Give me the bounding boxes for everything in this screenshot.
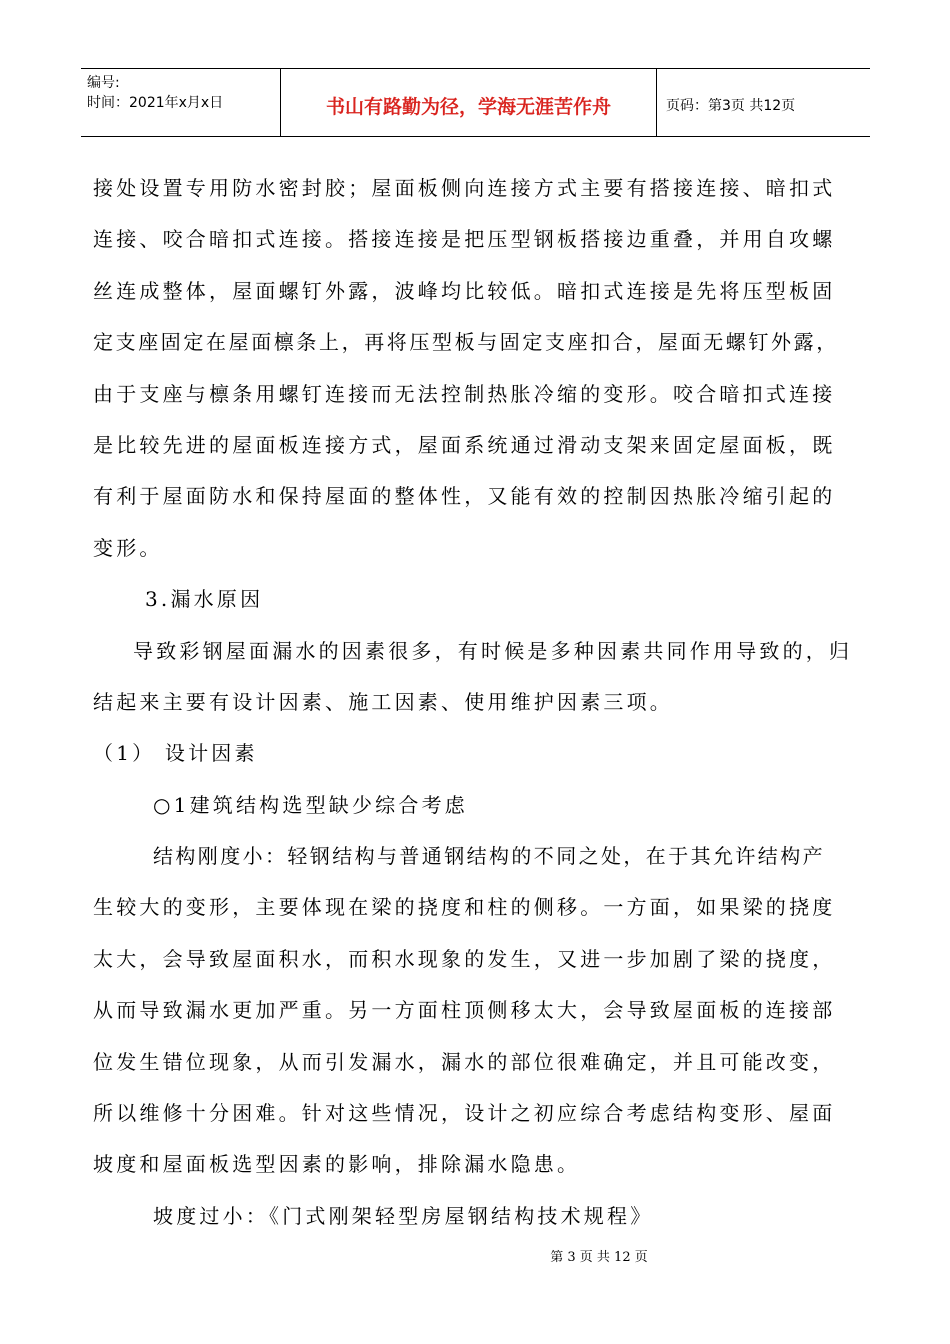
body-line: 导致彩钢屋面漏水的因素很多，有时候是多种因素共同作用导致的，归	[133, 638, 853, 663]
page-footer: 第 3 页 共 12 页	[550, 1250, 648, 1265]
document-body	[93, 163, 853, 1242]
body-line: 变形。	[93, 535, 163, 560]
date-label: 时间：2021年x月x日	[87, 95, 224, 111]
section-heading: 3.漏水原因	[145, 587, 264, 612]
body-line: 位发生错位现象，从而引发漏水，漏水的部位很难确定，并且可能改变，	[93, 1049, 836, 1074]
body-line: 所以维修十分困难。针对这些情况，设计之初应综合考虑结构变形、屋面	[93, 1101, 836, 1126]
header-meta-cell	[81, 69, 281, 136]
header-motto: 书山有路勤为径，学海无涯苦作舟	[281, 69, 657, 136]
body-line: 太大，会导致屋面积水，而积水现象的发生，又进一步加剧了梁的挠度，	[93, 946, 836, 971]
body-line: 坡度和屋面板选型因素的影响，排除漏水隐患。	[93, 1152, 581, 1177]
sub-item-heading: ○1建筑结构选型缺少综合考虑	[153, 792, 468, 817]
body-line: 是比较先进的屋面板连接方式，屋面系统通过滑动支架来固定屋面板，既	[93, 432, 836, 457]
body-line: 坡度过小：《门式刚架轻型房屋钢结构技术规程》	[153, 1203, 654, 1228]
number-label: 编号:	[87, 75, 120, 91]
body-line: 连接、咬合暗扣式连接。搭接连接是把压型钢板搭接边重叠，并用自攻螺	[93, 227, 836, 252]
body-line: 有利于屋面防水和保持屋面的整体性，又能有效的控制因热胀冷缩引起的	[93, 484, 836, 509]
body-line: 从而导致漏水更加严重。另一方面柱顶侧移太大，会导致屋面板的连接部	[93, 998, 836, 1023]
body-line: 生较大的变形，主要体现在梁的挠度和柱的侧移。一方面，如果梁的挠度	[93, 895, 836, 920]
subsection-heading: （1） 设计因素	[93, 741, 258, 766]
body-line: 结构刚度小：轻钢结构与普通钢结构的不同之处，在于其允许结构产	[153, 844, 825, 869]
body-line: 定支座固定在屋面檩条上，再将压型板与固定支座扣合，屋面无螺钉外露，	[93, 330, 839, 355]
header-page-label: 页码：第3页 共12页	[666, 97, 796, 114]
body-line: 由于支座与檩条用螺钉连接而无法控制热胀冷缩的变形。咬合暗扣式连接	[93, 381, 836, 406]
body-line: 接处设置专用防水密封胶；屋面板侧向连接方式主要有搭接连接、暗扣式	[93, 176, 836, 200]
body-line: 丝连成整体，屋面螺钉外露，波峰均比较低。暗扣式连接是先将压型板固	[93, 278, 836, 303]
body-line: 结起来主要有设计因素、施工因素、使用维护因素三项。	[93, 689, 673, 714]
page-header	[81, 68, 870, 137]
